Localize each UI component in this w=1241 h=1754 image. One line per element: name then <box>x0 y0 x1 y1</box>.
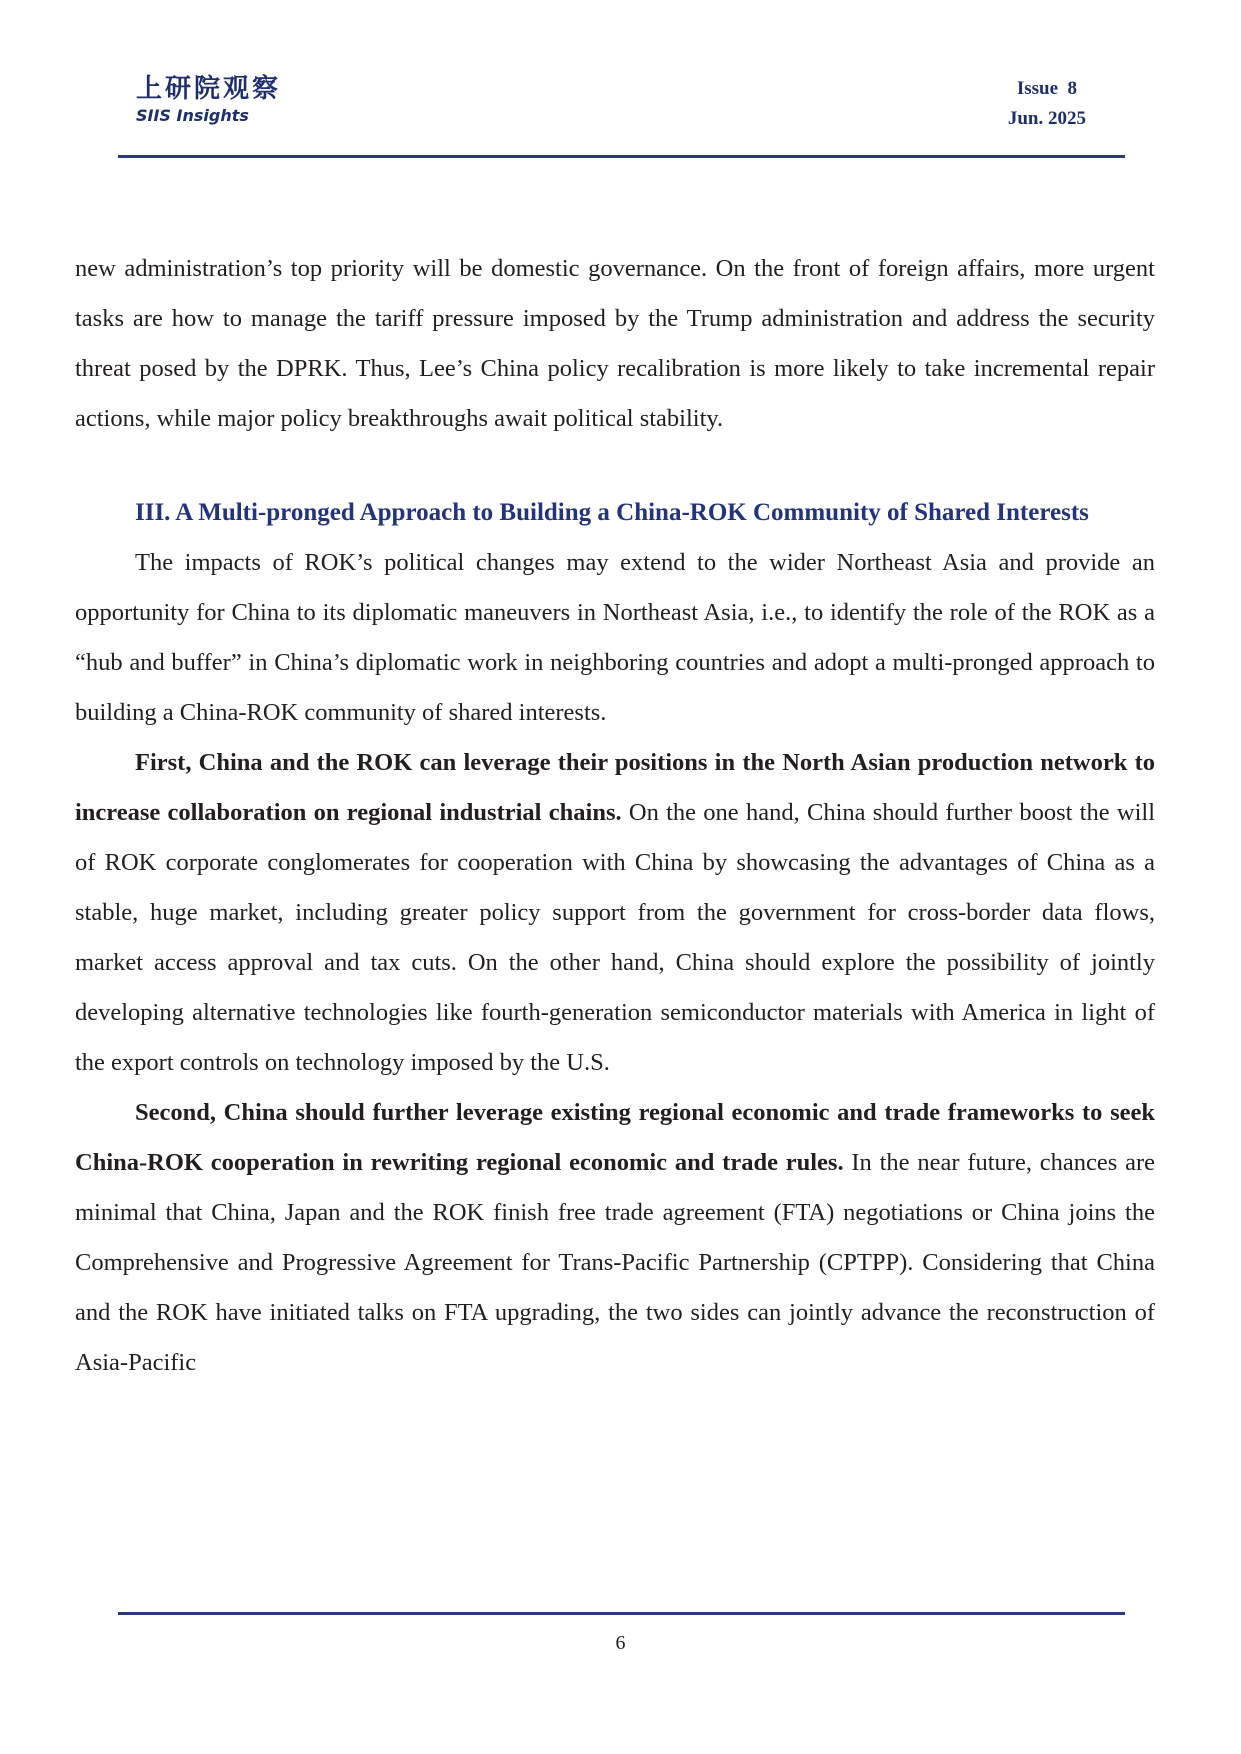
footer-divider <box>118 1612 1125 1615</box>
paragraph <box>75 1088 1155 1388</box>
paragraph-text: On the one hand, China should further boost the will of ROK corporate conglomerates for cooperation with China by showcasing the advantages of China as a stable, huge market, including greater policy support from the government for cross-border data flows, market access approval and tax cuts. On the other hand, China should explore the possibility of jointly developing alternative technologies like fourth-generation semiconductor materials with America in light of the export controls on technology imposed by the U.S. <box>75 799 1156 1076</box>
paragraph-lead-bold: First, China and the ROK can leverage their positions in the North Asian production network to increase collaboration on regional industrial chains. <box>75 749 1155 826</box>
page-number: 6 <box>615 1632 626 1654</box>
paragraph-text: In the near future, chances are minimal that China, Japan and the ROK finish free trade agreement (FTA) negotiations or China joins the Comprehensive and Progressive Agreement for Trans-Pacific Partnership (CPTPP). Considering that China and the ROK have initiated talks on FTA upgrading, the two sides can jointly advance the reconstruction of Asia-Pacific <box>75 1149 1155 1376</box>
issue-info <box>1008 74 1086 134</box>
paragraph <box>75 738 1155 1088</box>
article-body <box>75 244 1155 1388</box>
paragraph-lead-bold: Second, China should further leverage existing regional economic and trade frameworks to seek China-ROK cooperation in rewriting regional economic and trade rules. <box>75 1099 1155 1176</box>
header-divider <box>118 155 1125 158</box>
paragraph: The impacts of ROK’s political changes may extend to the wider Northeast Asia and provide an opportunity for China to its diplomatic maneuvers in Northeast Asia, i.e., to identify the role of the ROK as a “hub and buffer” in China’s diplomatic work in neighboring countries and adopt a multi-pronged approach to building a China-ROK community of shared interests. <box>75 549 1155 726</box>
logo-english: SIIS Insights <box>136 106 249 125</box>
paragraph-continued: new administration’s top priority will be domestic governance. On the front of foreign affairs, more urgent tasks are how to manage the tariff pressure imposed by the Trump administration and address the security threat posed by the DPRK. Thus, Lee’s China policy recalibration is more likely to take incremental repair actions, while major policy breakthroughs await political stability. <box>75 255 1155 432</box>
logo-chinese: 上研院观察 <box>136 74 282 104</box>
issue-number: Issue 8 <box>1016 78 1078 99</box>
section-heading: III. A Multi-pronged Approach to Building a China-ROK Community of Shared Interests <box>135 499 1089 526</box>
issue-date: Jun. 2025 <box>1007 108 1086 129</box>
logo <box>136 74 281 126</box>
